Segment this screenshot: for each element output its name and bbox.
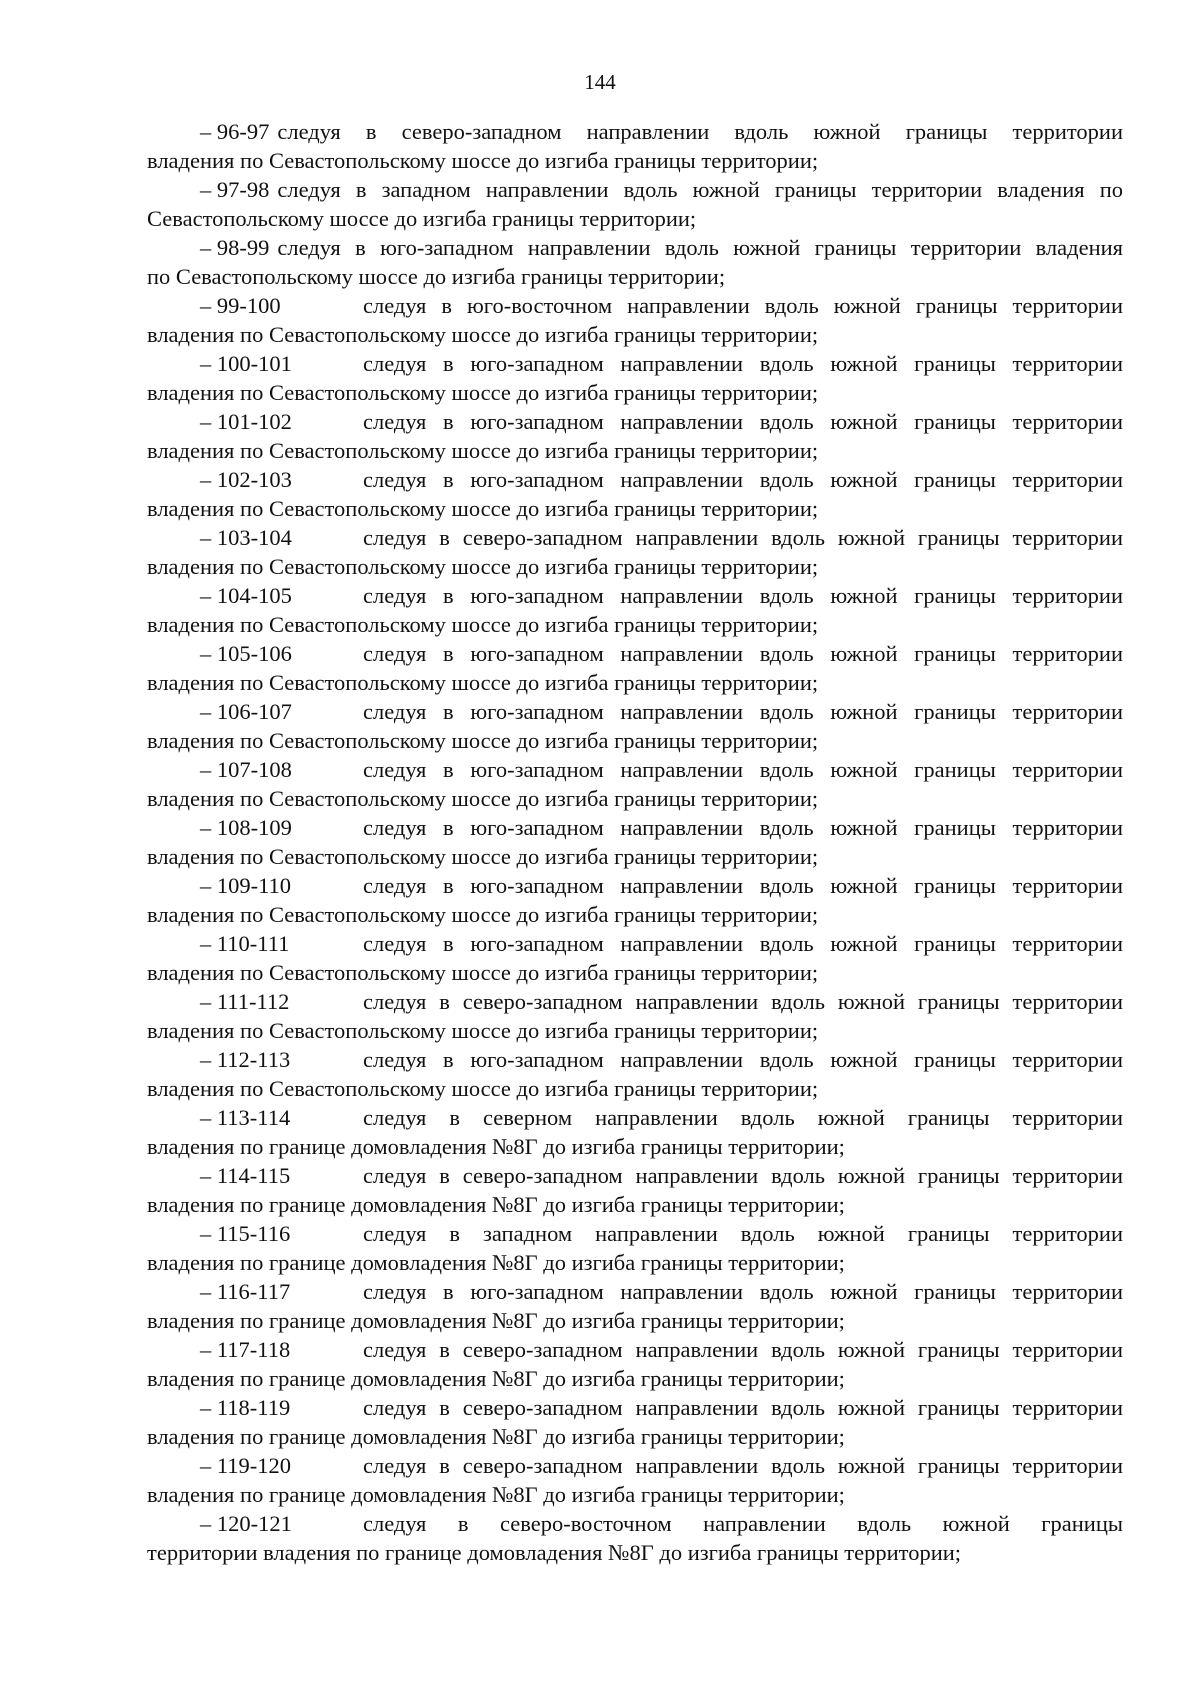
segment-label bbox=[200, 349, 363, 378]
segment-description: следуя в юго-западном направлении вдоль южной границы территории bbox=[363, 1279, 1123, 1304]
entry-dash: – bbox=[200, 1337, 212, 1362]
segment-label bbox=[200, 1219, 363, 1248]
entry-dash: – bbox=[200, 1511, 212, 1536]
segment-label bbox=[200, 175, 269, 204]
boundary-segment-entry bbox=[147, 697, 1123, 755]
entry-first-line bbox=[147, 929, 1123, 958]
segment-range: 101-102 bbox=[216, 409, 292, 434]
segment-label bbox=[200, 1277, 363, 1306]
entry-first-line bbox=[147, 1103, 1123, 1132]
segment-label bbox=[200, 697, 363, 726]
entry-continuation-line: владения по границе домовладения №8Г до изгиба границы территории; bbox=[147, 1424, 845, 1449]
entry-continuation-line: владения по Севастопольскому шоссе до изгиба границы территории; bbox=[147, 1076, 819, 1101]
segment-label bbox=[200, 1393, 363, 1422]
entry-dash: – bbox=[200, 1163, 212, 1188]
entry-dash: – bbox=[200, 467, 212, 492]
segment-description: следуя в юго-западном направлении вдоль южной границы территории bbox=[363, 409, 1123, 434]
segment-description: следуя в северо-западном направлении вдоль южной границы территории bbox=[363, 989, 1123, 1014]
boundary-segment-entry bbox=[147, 1103, 1123, 1161]
segment-label bbox=[200, 291, 363, 320]
segment-description: следуя в западном направлении вдоль южной границы территории bbox=[363, 1221, 1123, 1246]
segment-label bbox=[200, 523, 363, 552]
entry-first-line bbox=[147, 1219, 1123, 1248]
segment-description: следуя в юго-западном направлении вдоль южной границы территории bbox=[363, 583, 1123, 608]
entry-continuation-line: владения по границе домовладения №8Г до изгиба границы территории; bbox=[147, 1192, 845, 1217]
boundary-segment-entry bbox=[147, 291, 1123, 349]
segment-description: следуя в юго-западном направлении вдоль южной границы территории bbox=[363, 815, 1123, 840]
entry-dash: – bbox=[200, 525, 212, 550]
entry-dash: – bbox=[200, 293, 212, 318]
segment-label bbox=[200, 987, 363, 1016]
entry-first-line bbox=[147, 1451, 1123, 1480]
boundary-segment-entry bbox=[147, 523, 1123, 581]
segment-description: следуя в юго-западном направлении вдоль южной границы территории bbox=[363, 1047, 1123, 1072]
segment-description: следуя в юго-западном направлении вдоль южной границы территории bbox=[363, 351, 1123, 376]
segment-description: следуя в юго-восточном направлении вдоль южной границы территории bbox=[363, 293, 1123, 318]
segment-range: 107-108 bbox=[216, 757, 292, 782]
boundary-segment-entry bbox=[147, 175, 1123, 233]
boundary-segment-entry bbox=[147, 755, 1123, 813]
segment-label bbox=[200, 233, 269, 262]
segment-label bbox=[200, 1509, 363, 1538]
segment-range: 119-120 bbox=[216, 1453, 292, 1478]
entry-dash: – bbox=[200, 1047, 212, 1072]
segment-range: 120-121 bbox=[216, 1511, 292, 1536]
entry-dash: – bbox=[200, 119, 212, 144]
segment-range: 99-100 bbox=[216, 293, 281, 318]
entry-dash: – bbox=[200, 583, 212, 608]
boundary-segment-entry bbox=[147, 987, 1123, 1045]
segment-range: 109-110 bbox=[216, 873, 292, 898]
entry-continuation-line: владения по Севастопольскому шоссе до изгиба границы территории; bbox=[147, 670, 819, 695]
entry-continuation-line: владения по Севастопольскому шоссе до изгиба границы территории; bbox=[147, 902, 819, 927]
entry-first-line bbox=[147, 639, 1123, 668]
entry-dash: – bbox=[200, 699, 212, 724]
entry-dash: – bbox=[200, 989, 212, 1014]
segment-label bbox=[200, 871, 363, 900]
segment-label bbox=[200, 581, 363, 610]
boundary-segment-entry bbox=[147, 1161, 1123, 1219]
boundary-segment-entry bbox=[147, 639, 1123, 697]
entry-first-line bbox=[147, 697, 1123, 726]
entry-continuation-line: владения по Севастопольскому шоссе до изгиба границы территории; bbox=[147, 148, 819, 173]
boundary-segment-entry bbox=[147, 117, 1123, 175]
segment-range: 106-107 bbox=[216, 699, 292, 724]
entry-dash: – bbox=[200, 1395, 212, 1420]
boundary-segment-entry bbox=[147, 349, 1123, 407]
entry-continuation-line: территории владения по границе домовладения №8Г до изгиба границы территории; bbox=[147, 1540, 962, 1565]
segment-label bbox=[200, 929, 363, 958]
boundary-description-list bbox=[147, 117, 1123, 1567]
entry-continuation-line: владения по Севастопольскому шоссе до изгиба границы территории; bbox=[147, 380, 819, 405]
segment-range: 117-118 bbox=[216, 1337, 291, 1362]
entry-dash: – bbox=[200, 815, 212, 840]
segment-range: 113-114 bbox=[216, 1105, 291, 1130]
entry-first-line bbox=[147, 1393, 1123, 1422]
entry-continuation-line: владения по Севастопольскому шоссе до изгиба границы территории; bbox=[147, 612, 819, 637]
segment-description: следуя в юго-западном направлении вдоль южной границы территории bbox=[363, 699, 1123, 724]
entry-first-line bbox=[147, 523, 1123, 552]
boundary-segment-entry bbox=[147, 1335, 1123, 1393]
segment-description: следуя в юго-западном направлении вдоль южной границы территории bbox=[363, 873, 1123, 898]
segment-description: следуя в северо-западном направлении вдоль южной границы территории bbox=[363, 1163, 1123, 1188]
boundary-segment-entry bbox=[147, 1277, 1123, 1335]
entry-dash: – bbox=[200, 351, 212, 376]
segment-range: 110-111 bbox=[216, 931, 290, 956]
segment-range: 112-113 bbox=[216, 1047, 291, 1072]
entry-dash: – bbox=[200, 1105, 212, 1130]
entry-first-line bbox=[147, 465, 1123, 494]
entry-continuation-line: владения по Севастопольскому шоссе до изгиба границы территории; bbox=[147, 496, 819, 521]
entry-dash: – bbox=[200, 757, 212, 782]
entry-dash: – bbox=[200, 235, 212, 260]
entry-first-line bbox=[147, 233, 1123, 262]
entry-first-line bbox=[147, 871, 1123, 900]
entry-continuation-line: владения по границе домовладения №8Г до изгиба границы территории; bbox=[147, 1482, 845, 1507]
boundary-segment-entry bbox=[147, 1509, 1123, 1567]
entry-dash: – bbox=[200, 931, 212, 956]
segment-range: 97-98 bbox=[216, 177, 270, 202]
entry-first-line bbox=[147, 1045, 1123, 1074]
entry-continuation-line: по Севастопольскому шоссе до изгиба границы территории; bbox=[147, 264, 726, 289]
boundary-segment-entry bbox=[147, 233, 1123, 291]
entry-continuation-line: владения по Севастопольскому шоссе до изгиба границы территории; bbox=[147, 554, 819, 579]
segment-label bbox=[200, 1335, 363, 1364]
entry-continuation-line: владения по Севастопольскому шоссе до изгиба границы территории; bbox=[147, 1018, 819, 1043]
boundary-segment-entry bbox=[147, 871, 1123, 929]
segment-description: следуя в юго-западном направлении вдоль южной границы территории bbox=[363, 641, 1123, 666]
entry-first-line bbox=[147, 1509, 1123, 1538]
entry-first-line bbox=[147, 1277, 1123, 1306]
segment-range: 98-99 bbox=[216, 235, 270, 260]
entry-dash: – bbox=[200, 873, 212, 898]
segment-range: 96-97 bbox=[216, 119, 270, 144]
segment-description: следуя в северо-западном направлении вдоль южной границы территории bbox=[363, 525, 1123, 550]
entry-continuation-line: владения по границе домовладения №8Г до изгиба границы территории; bbox=[147, 1366, 845, 1391]
boundary-segment-entry bbox=[147, 1219, 1123, 1277]
entry-first-line bbox=[147, 581, 1123, 610]
boundary-segment-entry bbox=[147, 813, 1123, 871]
entry-continuation-line: владения по Севастопольскому шоссе до изгиба границы территории; bbox=[147, 844, 819, 869]
segment-description: следуя в северном направлении вдоль южной границы территории bbox=[363, 1105, 1123, 1130]
segment-description: следуя в западном направлении вдоль южной границы территории владения по bbox=[277, 177, 1123, 202]
entry-first-line bbox=[147, 755, 1123, 784]
entry-dash: – bbox=[200, 177, 212, 202]
segment-description: следуя в юго-западном направлении вдоль южной границы территории bbox=[363, 757, 1123, 782]
segment-range: 105-106 bbox=[216, 641, 292, 666]
segment-range: 118-119 bbox=[216, 1395, 291, 1420]
segment-label bbox=[200, 1103, 363, 1132]
entry-first-line bbox=[147, 349, 1123, 378]
entry-continuation-line: владения по Севастопольскому шоссе до изгиба границы территории; bbox=[147, 438, 819, 463]
entry-dash: – bbox=[200, 1279, 212, 1304]
entry-first-line bbox=[147, 175, 1123, 204]
segment-description: следуя в северо-западном направлении вдоль южной границы территории bbox=[363, 1453, 1123, 1478]
entry-dash: – bbox=[200, 1453, 212, 1478]
segment-label bbox=[200, 1451, 363, 1480]
entry-continuation-line: владения по границе домовладения №8Г до изгиба границы территории; bbox=[147, 1250, 845, 1275]
boundary-segment-entry bbox=[147, 407, 1123, 465]
segment-label bbox=[200, 1045, 363, 1074]
segment-description: следуя в юго-западном направлении вдоль южной границы территории владения bbox=[277, 235, 1123, 260]
entry-continuation-line: владения по Севастопольскому шоссе до изгиба границы территории; bbox=[147, 960, 819, 985]
segment-label bbox=[200, 813, 363, 842]
entry-first-line bbox=[147, 813, 1123, 842]
boundary-segment-entry bbox=[147, 1393, 1123, 1451]
segment-label bbox=[200, 117, 269, 146]
entry-dash: – bbox=[200, 641, 212, 666]
entry-continuation-line: владения по Севастопольскому шоссе до изгиба границы территории; bbox=[147, 786, 819, 811]
entry-dash: – bbox=[200, 409, 212, 434]
boundary-segment-entry bbox=[147, 465, 1123, 523]
segment-range: 103-104 bbox=[216, 525, 292, 550]
segment-label bbox=[200, 407, 363, 436]
segment-description: следуя в северо-западном направлении вдоль южной границы территории bbox=[277, 119, 1123, 144]
segment-label bbox=[200, 465, 363, 494]
segment-range: 104-105 bbox=[216, 583, 292, 608]
boundary-segment-entry bbox=[147, 1451, 1123, 1509]
entry-continuation-line: Севастопольскому шоссе до изгиба границы территории; bbox=[147, 206, 697, 231]
entry-first-line bbox=[147, 291, 1123, 320]
entry-continuation-line: владения по Севастопольскому шоссе до изгиба границы территории; bbox=[147, 322, 819, 347]
entry-first-line bbox=[147, 1335, 1123, 1364]
segment-description: следуя в северо-западном направлении вдоль южной границы территории bbox=[363, 1337, 1123, 1362]
segment-range: 108-109 bbox=[216, 815, 292, 840]
boundary-segment-entry bbox=[147, 581, 1123, 639]
page-number: 144 bbox=[584, 70, 616, 94]
entry-continuation-line: владения по Севастопольскому шоссе до изгиба границы территории; bbox=[147, 728, 819, 753]
segment-label bbox=[200, 755, 363, 784]
segment-range: 115-116 bbox=[216, 1221, 291, 1246]
entry-continuation-line: владения по границе домовладения №8Г до изгиба границы территории; bbox=[147, 1134, 845, 1159]
segment-range: 114-115 bbox=[216, 1163, 291, 1188]
entry-first-line bbox=[147, 1161, 1123, 1190]
entry-first-line bbox=[147, 987, 1123, 1016]
entry-first-line bbox=[147, 117, 1123, 146]
boundary-segment-entry bbox=[147, 1045, 1123, 1103]
segment-description: следуя в юго-западном направлении вдоль южной границы территории bbox=[363, 931, 1123, 956]
boundary-segment-entry bbox=[147, 929, 1123, 987]
segment-description: следуя в северо-западном направлении вдоль южной границы территории bbox=[363, 1395, 1123, 1420]
entry-first-line bbox=[147, 407, 1123, 436]
segment-range: 116-117 bbox=[216, 1279, 291, 1304]
segment-label bbox=[200, 1161, 363, 1190]
segment-range: 102-103 bbox=[216, 467, 292, 492]
segment-range: 100-101 bbox=[216, 351, 292, 376]
segment-description: следуя в северо-восточном направлении вдоль южной границы bbox=[363, 1511, 1123, 1536]
segment-description: следуя в юго-западном направлении вдоль южной границы территории bbox=[363, 467, 1123, 492]
segment-label bbox=[200, 639, 363, 668]
entry-dash: – bbox=[200, 1221, 212, 1246]
segment-range: 111-112 bbox=[216, 989, 290, 1014]
entry-continuation-line: владения по границе домовладения №8Г до изгиба границы территории; bbox=[147, 1308, 845, 1333]
